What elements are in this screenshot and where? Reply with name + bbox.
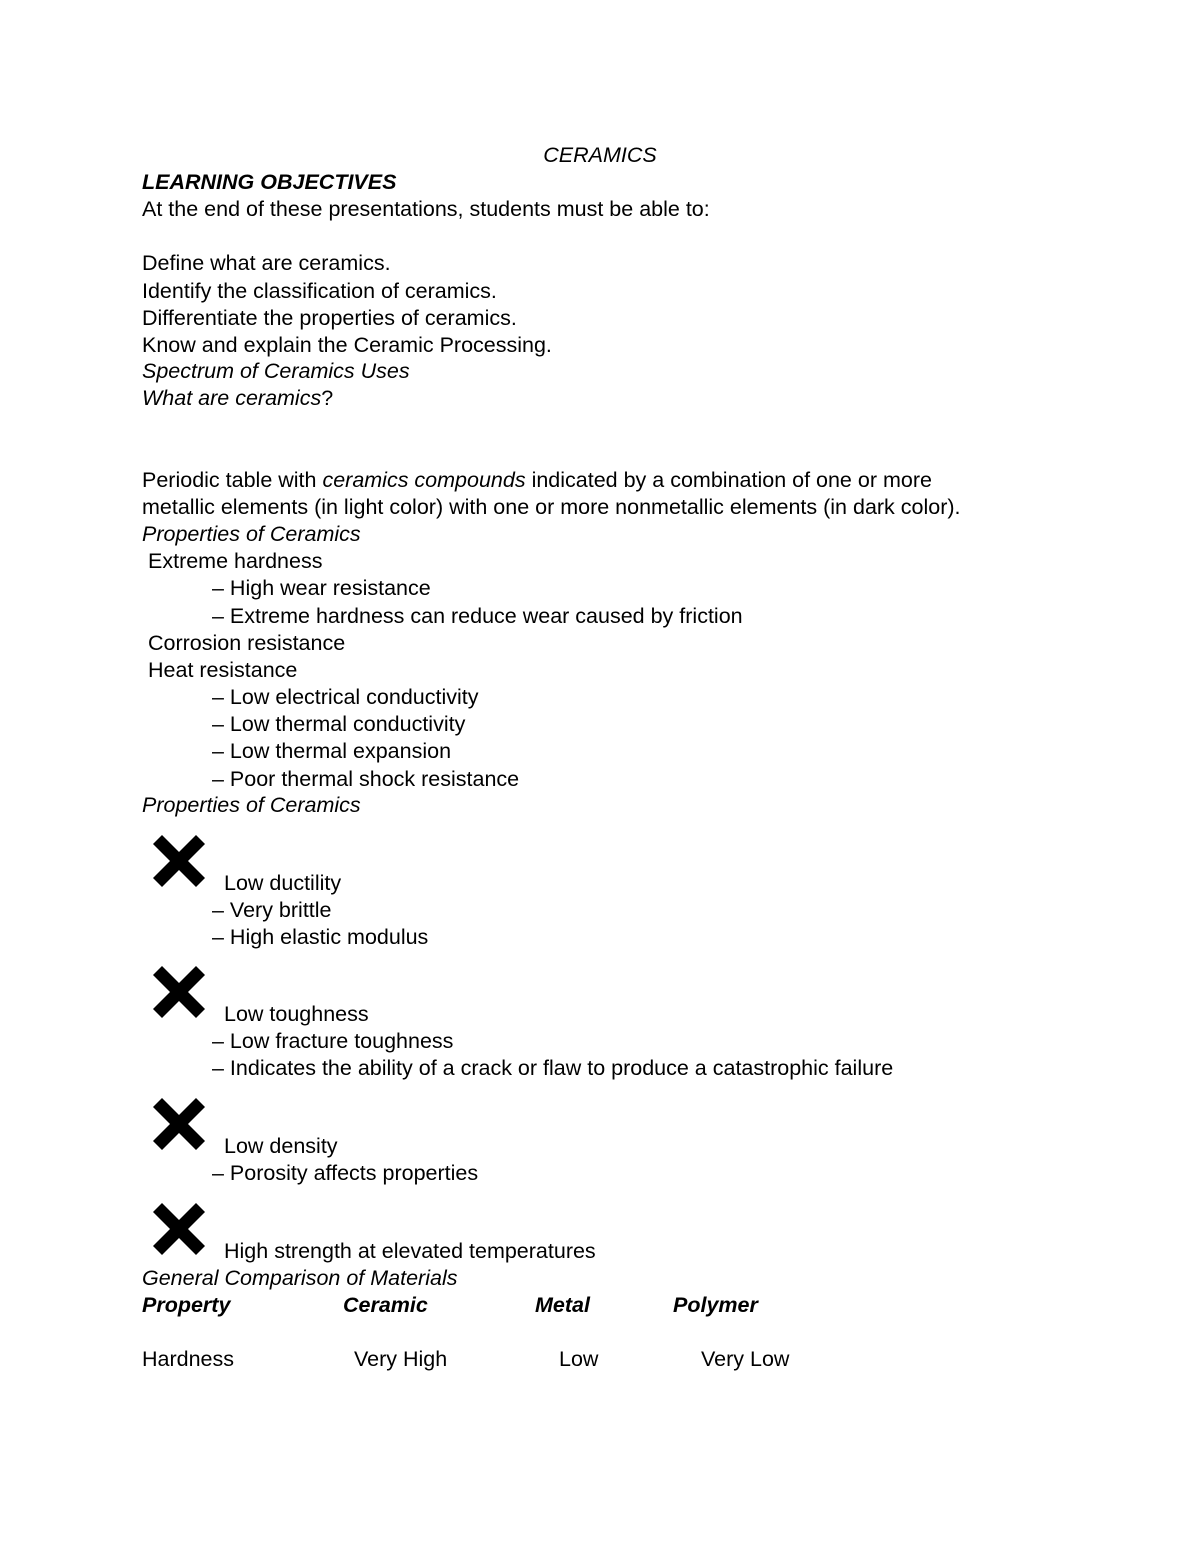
ceramics-compounds-term: ceramics compounds [322, 468, 526, 492]
property-subitem: – Extreme hardness can reduce wear caused by friction [212, 604, 743, 628]
property-subitem: – Porosity affects properties [212, 1161, 479, 1185]
property-subitem: – High elastic modulus [212, 925, 429, 949]
question-mark: ? [321, 386, 334, 410]
comparison-cell: Low [559, 1347, 599, 1371]
comparison-header-property: Property [142, 1293, 231, 1317]
periodic-text-start: Periodic table with [142, 468, 323, 492]
property-heat: Heat resistance [148, 658, 298, 682]
property-subitem: – Low electrical conductivity [212, 685, 479, 709]
property-density: Low density [224, 1134, 338, 1158]
comparison-heading: General Comparison of Materials [142, 1266, 458, 1290]
property-corrosion: Corrosion resistance [148, 631, 346, 655]
objective-item: Know and explain the Ceramic Processing. [142, 333, 552, 357]
page-title: CERAMICS [543, 143, 657, 167]
properties-heading-2: Properties of Ceramics [142, 793, 361, 817]
x-mark-icon [150, 963, 208, 1021]
property-subitem: – High wear resistance [212, 576, 431, 600]
property-hardness: Extreme hardness [148, 549, 323, 573]
property-strength: High strength at elevated temperatures [224, 1239, 596, 1263]
objectives-heading: LEARNING OBJECTIVES [142, 170, 397, 194]
comparison-header-metal: Metal [535, 1293, 590, 1317]
x-mark-icon [150, 1095, 208, 1153]
property-subitem: – Low thermal expansion [212, 739, 452, 763]
what-are-ceramics-text: What are ceramics [142, 386, 322, 410]
comparison-cell: Very Low [701, 1347, 790, 1371]
x-mark-icon [150, 1200, 208, 1258]
spectrum-heading: Spectrum of Ceramics Uses [142, 359, 410, 383]
periodic-table-paragraph [142, 467, 932, 494]
comparison-header-ceramic: Ceramic [343, 1293, 428, 1317]
objective-item: Identify the classification of ceramics. [142, 279, 497, 303]
periodic-table-paragraph-line2: metallic elements (in light color) with one or more nonmetallic elements (in dark color). [142, 495, 961, 519]
property-subitem: – Low thermal conductivity [212, 712, 466, 736]
objectives-intro: At the end of these presentations, students must be able to: [142, 197, 710, 221]
objective-item: Define what are ceramics. [142, 251, 391, 275]
x-mark-icon [150, 832, 208, 890]
property-subitem: – Indicates the ability of a crack or flaw to produce a catastrophic failure [212, 1056, 894, 1080]
property-subitem: – Poor thermal shock resistance [212, 767, 520, 791]
what-are-ceramics-heading [142, 385, 333, 412]
objective-item: Differentiate the properties of ceramics. [142, 306, 517, 330]
property-subitem: – Low fracture toughness [212, 1029, 454, 1053]
property-toughness: Low toughness [224, 1002, 369, 1026]
comparison-cell: Very High [354, 1347, 448, 1371]
property-ductility: Low ductility [224, 871, 342, 895]
comparison-header-polymer: Polymer [673, 1293, 758, 1317]
property-subitem: – Very brittle [212, 898, 332, 922]
comparison-cell: Hardness [142, 1347, 235, 1371]
periodic-text-end: indicated by a combination of one or more [525, 468, 932, 492]
properties-heading: Properties of Ceramics [142, 522, 361, 546]
